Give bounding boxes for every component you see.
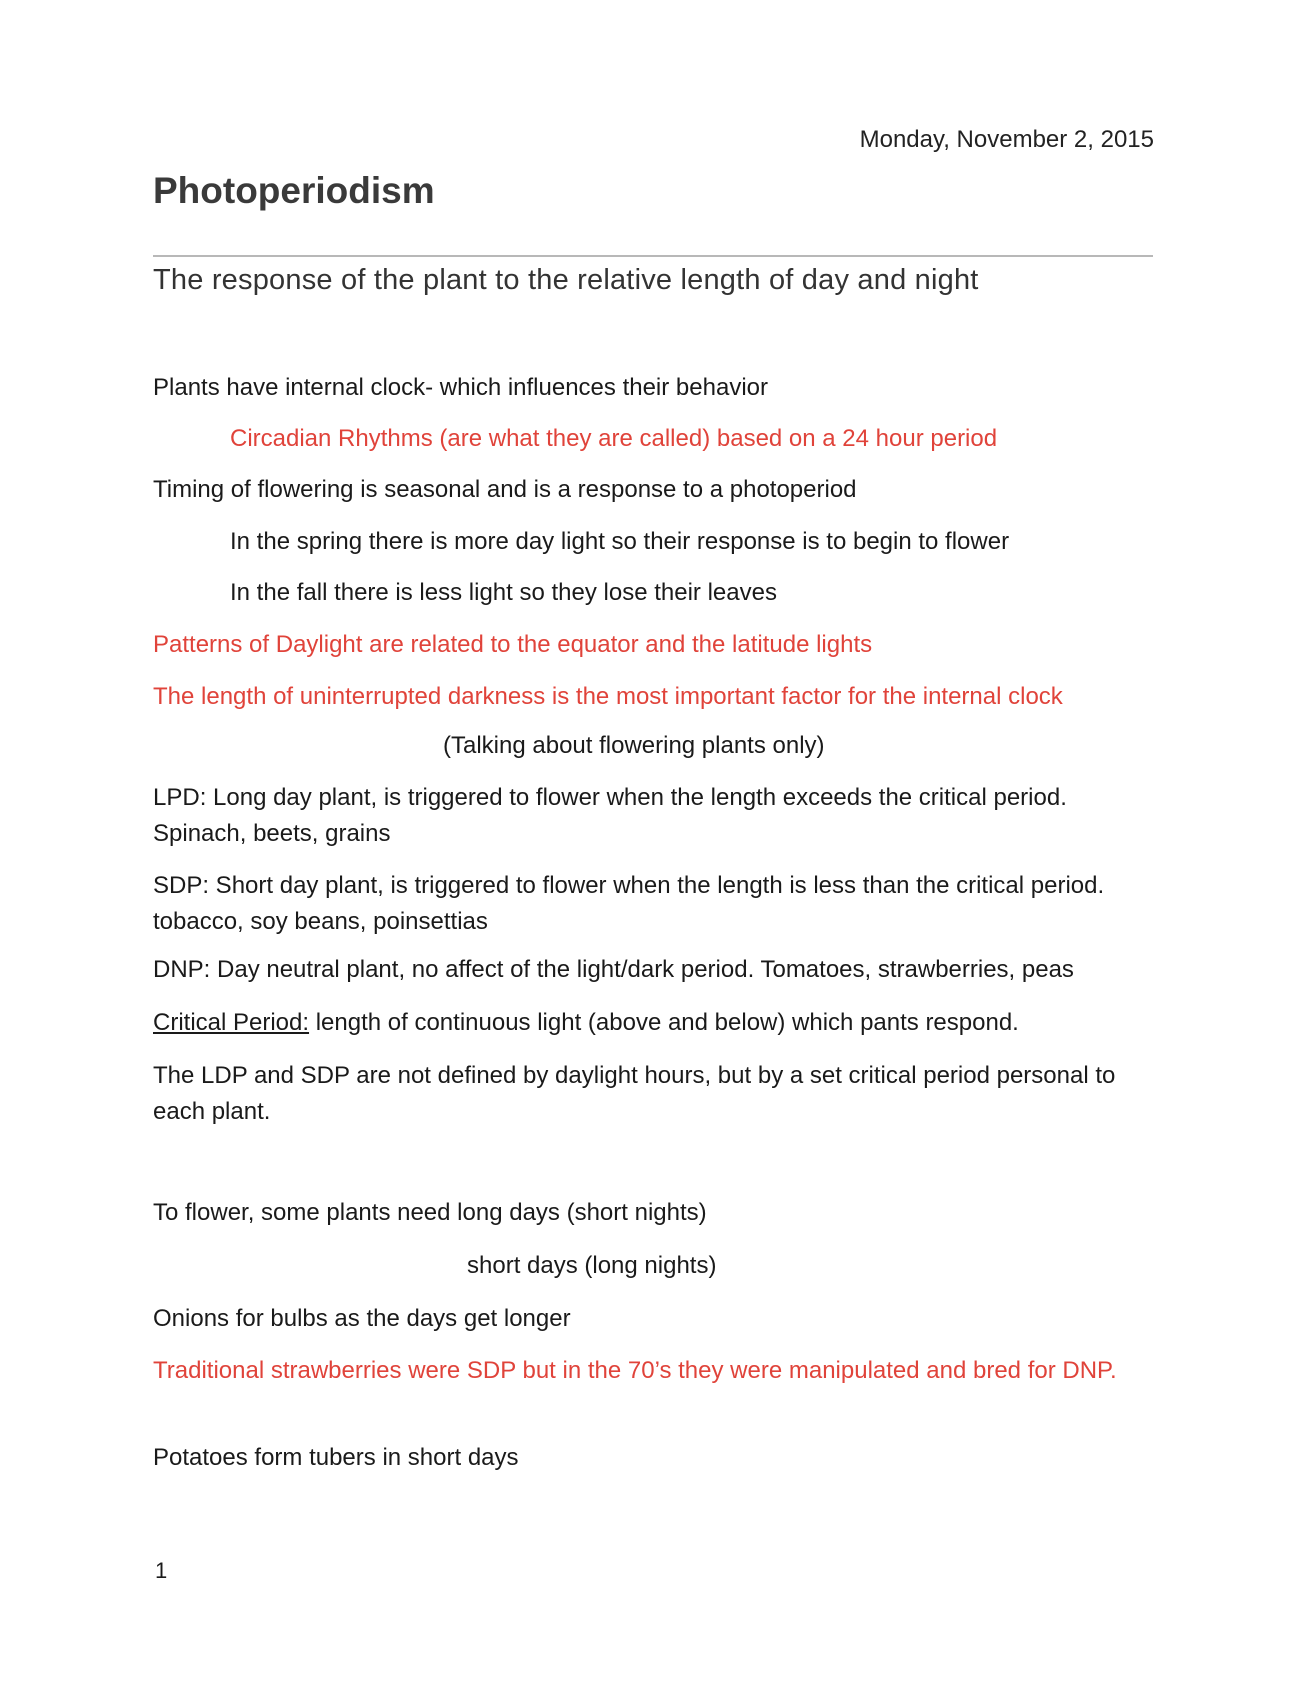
note-ldp: LPD: Long day plant, is triggered to flower when the length exceeds the critical period. Spinach, beets, grains [153, 784, 1067, 847]
note-internal-clock: Plants have internal clock- which influences their behavior [153, 374, 768, 401]
page-number: 1 [155, 1558, 168, 1583]
note-long-days: To flower, some plants need long days (short nights) [153, 1199, 707, 1226]
note-sdp: SDP: Short day plant, is triggered to flower when the length is less than the critical period. tobacco, soy beans, poinsettias [153, 872, 1105, 935]
note-strawberries: Traditional strawberries were SDP but in the 70’s they were manipulated and bred for DNP. [153, 1357, 1117, 1384]
page-subtitle: The response of the plant to the relative length of day and night [153, 264, 979, 296]
note-flowering-only: (Talking about flowering plants only) [443, 732, 825, 759]
note-defined: The LDP and SDP are not defined by daylight hours, but by a set critical period personal to each plant. [153, 1062, 1116, 1125]
title-divider [153, 255, 1153, 257]
note-dnp: DNP: Day neutral plant, no affect of the light/dark period. Tomatoes, strawberries, peas [153, 956, 1074, 983]
note-spring: In the spring there is more day light so their response is to begin to flower [230, 528, 1010, 555]
note-potatoes: Potatoes form tubers in short days [153, 1444, 519, 1471]
page-title: Photoperiodism [153, 170, 435, 211]
note-date: Monday, November 2, 2015 [859, 126, 1154, 153]
critical-period-text: length of continuous light (above and below) which pants respond. [309, 1009, 1019, 1036]
note-fall: In the fall there is less light so they lose their leaves [230, 579, 777, 606]
note-short-days: short days (long nights) [467, 1252, 717, 1279]
note-patterns: Patterns of Daylight are related to the equator and the latitude lights [153, 631, 873, 658]
note-onions: Onions for bulbs as the days get longer [153, 1305, 571, 1332]
note-critical-period [153, 1005, 1019, 1041]
note-darkness: The length of uninterrupted darkness is the most important factor for the internal clock [153, 683, 1063, 710]
note-circadian: Circadian Rhythms (are what they are called) based on a 24 hour period [230, 425, 998, 452]
critical-period-label: Critical Period: [153, 1009, 310, 1036]
note-timing: Timing of flowering is seasonal and is a response to a photoperiod [153, 476, 857, 503]
